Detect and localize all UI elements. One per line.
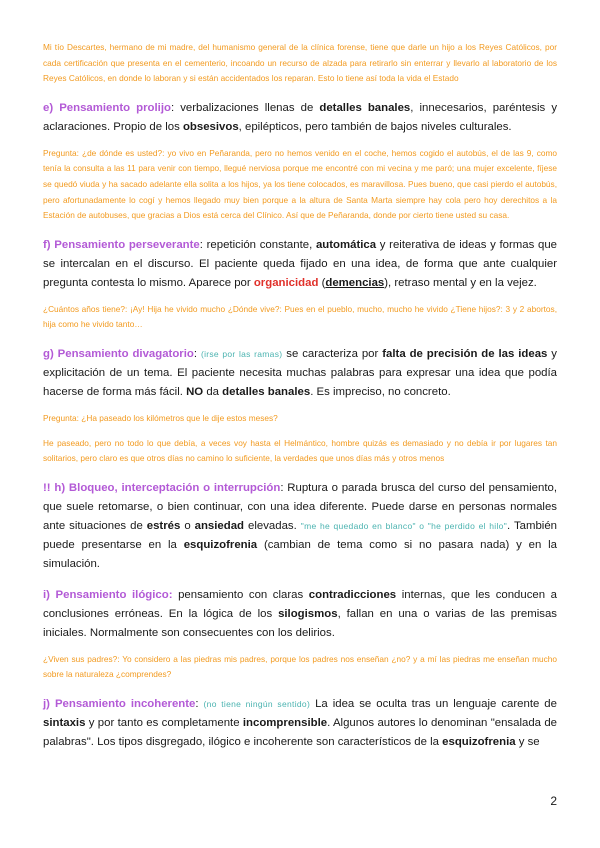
example-prolijo: Pregunta: ¿de dónde es usted?: yo vivo en Peñaranda, pero no hemos venido en el coche, hemos cogido el autobús, el de las 9, como tenía la consulta a las 11 para venir con tiempo, llegué nerviosa porque me encontré con mi vecina y me paró; una mujer excelente, fíjese se quedó viuda y ha sacado adelante ella solita a los hijos, ya los tiene colocados, es maravillosa. Pues bueno, que casi pierdo el autobús, pero afortunadamente lo cogí y hemos llegado muy bien porque a la altura de Santa Marta siempre hay cola pero hoy derechitos a la Estación de autobuses, que gracias a Dios está cerca del Clínico. Así que de Peñaranda, donde por cierto tiene usted su casa. [43, 147, 557, 221]
section-perseverante: f) Pensamiento perseverante: repetición constante, automática y reiterativa de ideas y formas que se intercalan en el discurso. El paciente queda fijado en una idea, de forma que ante cualquier pregunta contesta lo mismo. Aparece por organicidad (demencias), retraso mental y en la vejez. [43, 238, 558, 289]
heading-divagatorio: g) Pensamiento divagatorio [43, 347, 194, 360]
example-perseverante: ¿Cuántos años tiene?: ¡Ay! Hija he vivido mucho ¿Dónde vive?: Pues en el pueblo, mucho, mucho he vivido ¿Tiene hijos?: 3 y 2 abortos, hija como he vivido tanto… [43, 303, 557, 330]
document-page [43, 40, 557, 752]
example-ilogico: ¿Viven sus padres?: Yo considero a las piedras mis padres, porque los padres nos enseñan ¿no? y a mí las piedras me enseñan mucho sobre la naturaleza ¿comprendes? [43, 653, 557, 680]
section-divagatorio: g) Pensamiento divagatorio: (irse por las ramas) se caracteriza por falta de precisión de las ideas y explicitación de un tema. El paciente necesita muchas palabras para expresar una idea que podía hacerse de forma más fácil. NO da detalles banales. Es impreciso, no concreto. [43, 347, 557, 398]
section-ilogico: i) Pensamiento ilógico: pensamiento con claras contradicciones internas, que les conducen a conclusiones erróneas. En la lógica de los silogismos, fallan en una o varias de las premisas iniciales. Normalmente son consecuentes con los delirios. [43, 588, 557, 639]
example-divagatorio-answer: He paseado, pero no todo lo que debía, a veces voy hasta el Helmántico, hombre quizás es demasiado y no debía ir por lugares tan solitarios, pero claro es que otros días no camino lo suficiente, la verdades que unos días más y otros menos [43, 437, 557, 464]
section-prolijo: e) Pensamiento prolijo: verbalizaciones llenas de detalles banales, innecesarios, paréntesis y aclaraciones. Propio de los obsesivos, epilépticos, pero también de bajos niveles culturales. [43, 101, 558, 133]
note-bloqueo: "me he quedado en blanco" o "he perdido el hilo" [300, 520, 508, 531]
heading-prolijo: e) Pensamiento prolijo [43, 101, 171, 114]
note-incoherente: (no tiene ningún sentido) [203, 698, 311, 709]
heading-bloqueo: !! h) Bloqueo, interceptación o interrupción [43, 481, 281, 494]
intro-example: Mi tío Descartes, hermano de mi madre, del humanismo general de la clínica forense, tiene que darle un hijo a los Reyes Católicos, por cada certificación que presenta en el cementerio, incoando un recurso de alzada para retirarlo sin enterrar y llevarlo al laboratorio de los Reyes Católicos, en donde lo laboran y si están accidentados los reparan. Esto lo tiene así toda la vida el Estado [43, 42, 557, 84]
section-bloqueo: !! h) Bloqueo, interceptación o interrupción: Ruptura o parada brusca del curso del pensamiento, que suele retomarse, o bien continuar, con una idea diferente. Puede darse en personas normales ante situaciones de estrés o ansiedad elevadas. "me he quedado en blanco" o "he perdido el hilo". También puede presentarse en la esquizofrenia (cambian de tema como si no pasara nada) y en la simulación. [43, 481, 558, 570]
heading-ilogico: i) Pensamiento ilógico: [43, 588, 173, 601]
example-divagatorio-question: Pregunta: ¿Ha paseado los kilómetros que le dije estos meses? [43, 412, 278, 423]
note-divagatorio: (irse por las ramas) [200, 348, 283, 359]
page-number: 2 [550, 794, 557, 808]
section-incoherente: j) Pensamiento incoherente: (no tiene ningún sentido) La idea se oculta tras un lenguaje carente de sintaxis y por tanto es completamente incomprensible. Algunos autores lo denominan "ensalada de palabras". Los tipos disgregado, ilógico e incoherente son característicos de la esquizofrenia y se [43, 697, 558, 748]
heading-perseverante: f) Pensamiento perseverante [43, 238, 200, 251]
heading-incoherente: j) Pensamiento incoherente [43, 697, 196, 710]
